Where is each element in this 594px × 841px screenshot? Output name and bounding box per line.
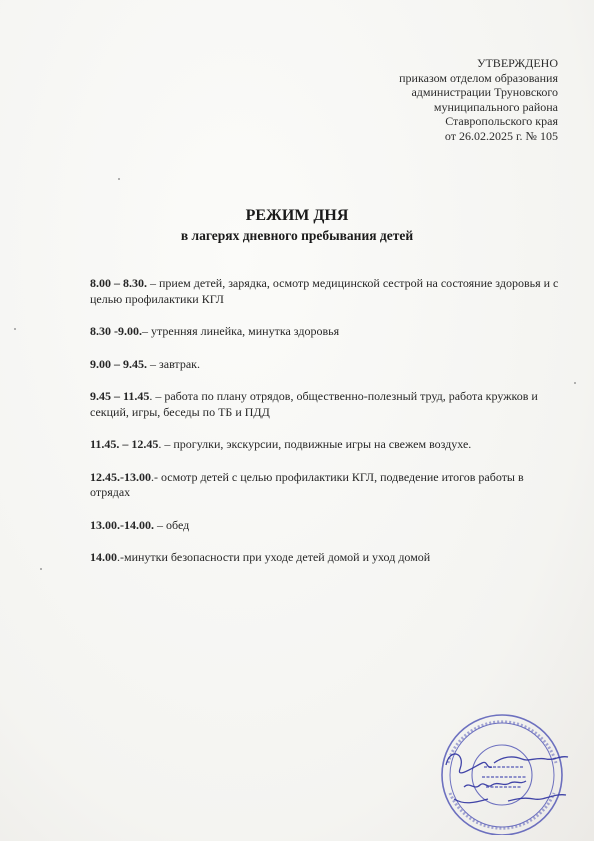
schedule-entry xyxy=(90,357,562,373)
approval-line: приказом отделом образования xyxy=(399,70,558,85)
schedule-entry xyxy=(90,470,562,501)
schedule-entry xyxy=(90,324,562,340)
schedule-entry xyxy=(90,518,562,534)
title-block xyxy=(0,207,594,244)
entry-time: 9.00 – 9.45. xyxy=(90,356,147,371)
entry-text: .-минутки безопасности при уходе детей домой и уход домой xyxy=(117,550,431,564)
schedule-entry xyxy=(90,389,562,420)
entry-time: 13.00.-14.00. xyxy=(90,517,154,532)
entry-time: 8.30 -9.00. xyxy=(90,324,142,338)
entry-text: . – работа по плану отрядов, общественно-полезный труд, работа кружков и секций, игры, беседы по ТБ и ПДД xyxy=(90,389,538,419)
scan-speck xyxy=(118,178,120,180)
entry-text: – обед xyxy=(154,517,190,532)
schedule-entry xyxy=(90,550,562,566)
entry-text: .- осмотр детей с целью профилактики КГЛ, подведение итогов работы в отрядах xyxy=(90,469,524,499)
entry-time: 9.45 – 11.45 xyxy=(90,389,150,403)
schedule-entry xyxy=(90,276,562,307)
approval-line: Ставропольского края xyxy=(445,114,558,129)
approval-line: муниципального района xyxy=(433,99,558,114)
scan-speck xyxy=(14,328,16,330)
entry-time: 8.00 – 8.30. xyxy=(90,276,147,290)
entry-text: – прием детей, зарядка, осмотр медицинской сестрой на состояние здоровья и с целью профилактики КГЛ xyxy=(90,276,559,306)
approval-block xyxy=(399,56,558,144)
entry-time: 11.45. – 12.45 xyxy=(90,437,159,451)
approval-line: УТВЕРЖДЕНО xyxy=(476,56,558,70)
document-subtitle: в лагерях дневного пребывания детей xyxy=(180,228,414,243)
scan-speck xyxy=(40,568,42,570)
schedule-entry xyxy=(90,437,562,453)
schedule-list xyxy=(90,276,562,583)
approval-line: администрации Труновского xyxy=(411,85,558,100)
official-seal-stamp xyxy=(424,705,584,835)
entry-text: – утренняя линейка, минутка здоровья xyxy=(142,324,340,338)
entry-text: – завтрак. xyxy=(147,356,200,371)
approval-line: от 26.02.2025 г. № 105 xyxy=(444,128,558,143)
document-title: РЕЖИМ ДНЯ xyxy=(245,207,349,224)
entry-time: 14.00 xyxy=(90,550,117,564)
scan-speck xyxy=(574,382,576,384)
entry-time: 12.45.-13.00 xyxy=(90,469,151,484)
entry-text: . – прогулки, экскурсии, подвижные игры на свежем воздухе. xyxy=(158,437,472,451)
